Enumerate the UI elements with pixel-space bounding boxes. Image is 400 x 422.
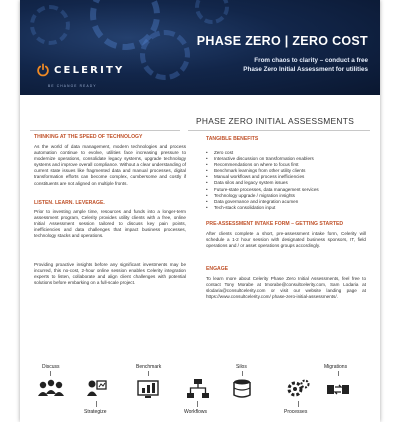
page-title: PHASE ZERO INITIAL ASSESSMENTS	[196, 116, 355, 126]
benchmark-icon	[136, 378, 160, 400]
banner-title: PHASE ZERO | ZERO COST	[196, 34, 368, 48]
list-item: • Data governance and integration acumen	[214, 199, 319, 205]
brochure-page	[20, 0, 380, 422]
section-title: TANGIBLE BENEFITS	[206, 136, 259, 142]
icon-label: Discuss	[42, 364, 60, 370]
icon-label: Benchmark	[136, 364, 162, 370]
connector-line	[96, 401, 97, 407]
people-discuss-icon	[36, 378, 66, 400]
silos-icon	[230, 378, 254, 400]
celerity-logo	[36, 63, 124, 77]
strategize-icon	[84, 378, 108, 400]
connector-line	[148, 371, 149, 376]
paragraph: To learn more about Celerity Phase Zero Initial Assessments, feel free to contact Tony Morabe at tmorabe@consultcelerity.com, Sam Lodaria at slodaria@consultcelerity.com or visit our website landing page at https://www.consultcelerity.com/ phase-zero-initial-assessments/.	[206, 276, 366, 300]
logo-text: CELERITY	[54, 64, 125, 76]
logo-tagline: BE CHANGE READY	[48, 84, 97, 88]
section-title: PRE-ASSESSMENT INTAKE FORM – GETTING STARTED	[206, 221, 344, 227]
migrations-icon	[326, 378, 350, 400]
icon-label: Processes	[284, 409, 308, 415]
banner-subtitle: Phase Zero Initial Assessment for utilities	[243, 66, 368, 73]
section-title: THINKING AT THE SPEED OF TECHNOLOGY	[34, 134, 143, 140]
workflow-icon	[186, 378, 210, 400]
hero-banner	[20, 0, 380, 95]
icon-row	[20, 360, 380, 422]
divider	[188, 130, 370, 131]
connector-line	[50, 371, 51, 376]
list-item: • Manual workflows and process inefficiencies	[214, 174, 319, 180]
paragraph: After clients complete a short, pre-assessment intake form, Celerity will schedule a 1-2 hour session with designated business sponsors, IT, field operations and / or asset operations groups accordingly.	[206, 231, 366, 249]
banner-subtitle: From chaos to clarity – conduct a free	[254, 57, 368, 64]
divider	[30, 130, 180, 131]
list-item: • Technology upgrade / migration insights	[214, 193, 319, 199]
list-item: • Benchmark learnings from other utility clients	[214, 168, 319, 174]
list-item: • Tech-stack consolidation input	[214, 205, 319, 211]
icon-label: Workflows	[184, 409, 207, 415]
power-icon	[36, 63, 50, 77]
gear-decoration	[140, 30, 190, 80]
connector-line	[298, 401, 299, 407]
icon-label: Strategize	[84, 409, 107, 415]
icon-label: Silos	[236, 364, 247, 370]
processes-icon	[286, 378, 310, 400]
benefits-list	[214, 150, 319, 211]
list-item: • Data silos and legacy system issues	[214, 180, 319, 186]
connector-line	[338, 371, 339, 376]
paragraph: Prior to investing ample time, resources and funds into a longer-term assessment program, Celerity provides utility clients with a free, online Initial Assessment session tailored to discuss key pain points, inefficiencies and data challenges that impact business processes, technology stacks and operations.	[34, 209, 186, 239]
section-title: ENGAGE	[206, 266, 229, 272]
list-item: • Zero cost	[214, 150, 319, 156]
paragraph: As the world of data management, modern technologies and process automation continue to evolve, utilities face increasing pressure to modernize operations, consolidate legacy systems, upgrade technology systems and improve overall compliance. Without a clear understanding of current state issues like fragmented data and manual processes, digital transformation efforts can become complex, cumbersome and costly if constituents are not aligned on multiple fronts.	[34, 144, 186, 186]
list-item: • Future-state processes, data management services	[214, 187, 319, 193]
section-title: LISTEN. LEARN. LEVERAGE.	[34, 200, 105, 206]
connector-line	[242, 371, 243, 376]
list-item: • Recommendations on where to focus first	[214, 162, 319, 168]
connector-line	[197, 401, 198, 407]
gear-decoration	[195, 0, 229, 24]
paragraph: Providing proactive insights before any significant investments may be incurred, this no-cost, 2-hour online session enables Celerity integration experts to listen, collaborate and align client challenges with potential solutions before embarking on a full-scale project.	[34, 262, 186, 286]
gear-decoration	[30, 5, 70, 45]
list-item: • Interactive discussion on transformation enablers	[214, 156, 319, 162]
icon-label: Migrations	[324, 364, 348, 370]
